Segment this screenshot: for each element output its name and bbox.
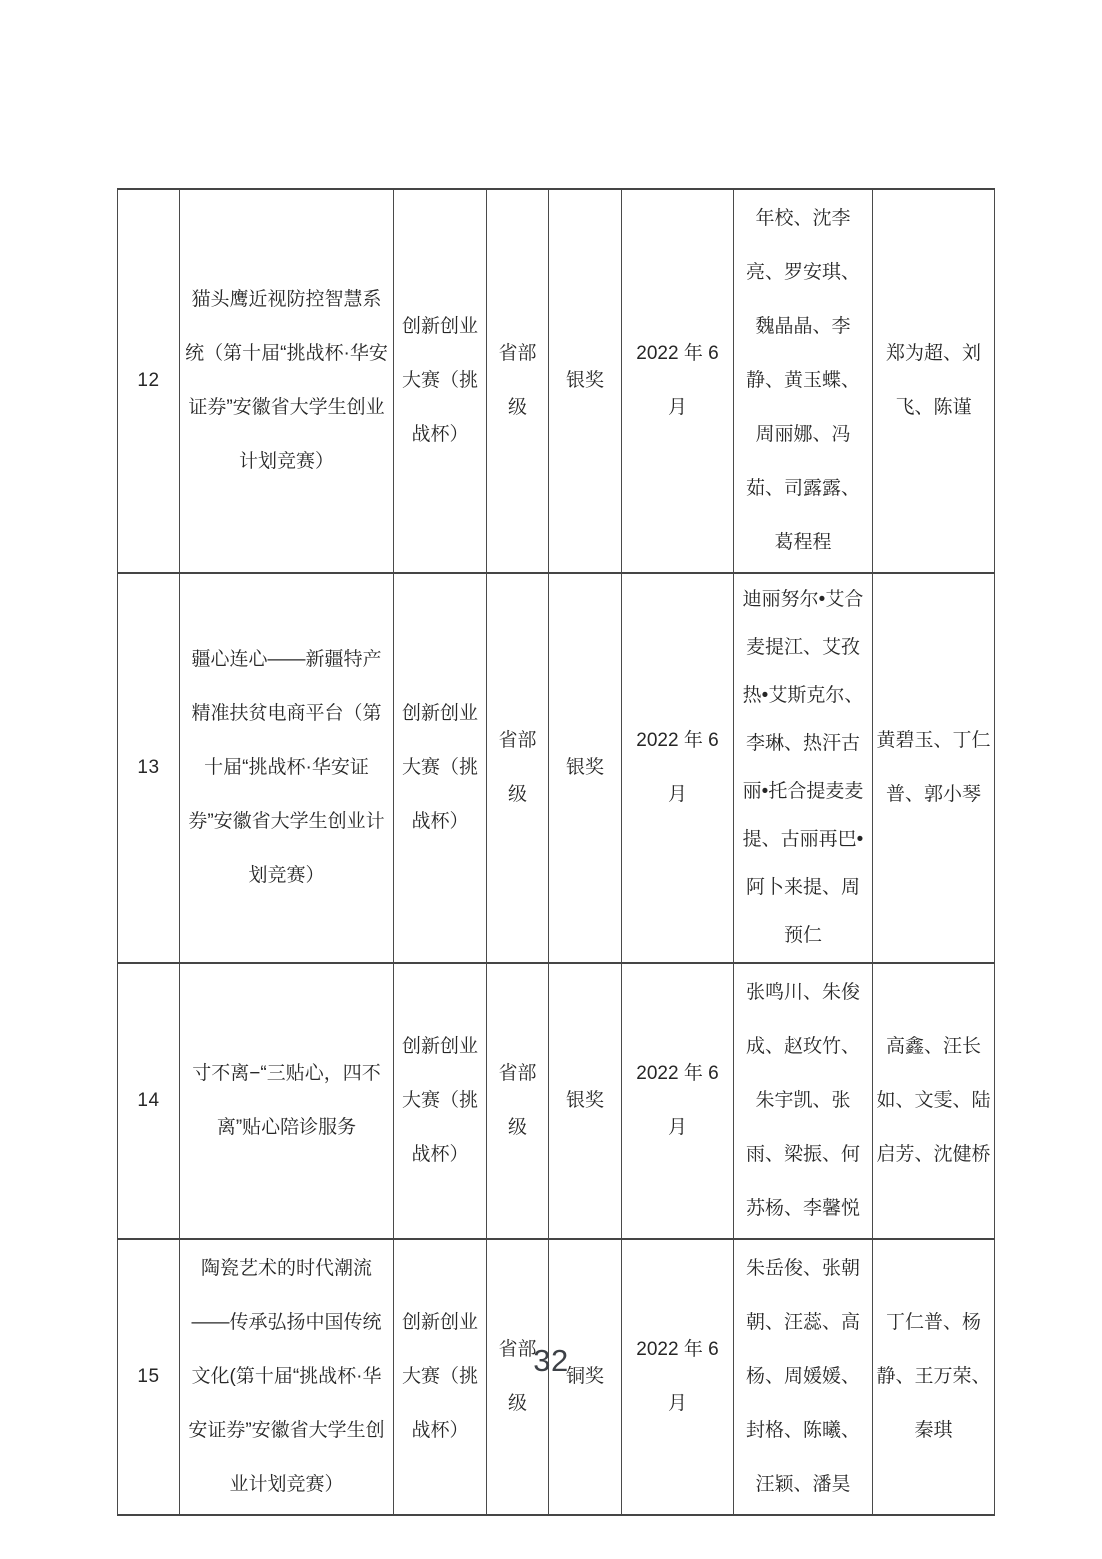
cell-advisors: 丁仁普、杨静、王万荣、秦琪	[873, 1239, 995, 1515]
cell-award-level: 省部级	[487, 573, 549, 963]
cell-project-name: 疆心连心——新疆特产精准扶贫电商平台（第十届“挑战杯·华安证券”安徽省大学生创业计划竞赛）	[180, 573, 394, 963]
table-row	[118, 189, 995, 573]
cell-advisors: 郑为超、刘飞、陈谨	[873, 189, 995, 573]
cell-award-grade: 银奖	[549, 963, 622, 1239]
cell-award-date: 2022 年 6 月	[622, 573, 734, 963]
cell-serial-number: 12	[118, 189, 180, 573]
cell-award-date: 2022 年 6 月	[622, 963, 734, 1239]
cell-project-name: 猫头鹰近视防控智慧系统（第十届“挑战杯·华安证券”安徽省大学生创业计划竞赛）	[180, 189, 394, 573]
cell-serial-number: 15	[118, 1239, 180, 1515]
cell-project-name: 寸不离−“三贴心，四不离”贴心陪诊服务	[180, 963, 394, 1239]
cell-serial-number: 13	[118, 573, 180, 963]
cell-advisors: 黄碧玉、丁仁普、郭小琴	[873, 573, 995, 963]
cell-team-members: 迪丽努尔•艾合麦提江、艾孜热•艾斯克尔、李琳、热汗古丽•托合提麦麦提、古丽再巴•阿卜来提、周预仁	[734, 573, 873, 963]
cell-project-name: 陶瓷艺术的时代潮流——传承弘扬中国传统文化(第十届“挑战杯·华安证券”安徽省大学生创业计划竞赛）	[180, 1239, 394, 1515]
cell-competition-name: 创新创业大赛（挑战杯）	[394, 189, 487, 573]
cell-award-level: 省部级	[487, 963, 549, 1239]
cell-team-members: 年校、沈李亮、罗安琪、魏晶晶、李静、黄玉蝶、周丽娜、冯茹、司露露、葛程程	[734, 189, 873, 573]
cell-competition-name: 创新创业大赛（挑战杯）	[394, 573, 487, 963]
cell-award-grade: 银奖	[549, 189, 622, 573]
cell-team-members: 朱岳俊、张朝朝、汪蕊、高杨、周媛媛、封格、陈曦、汪颖、潘昊	[734, 1239, 873, 1515]
cell-team-members: 张鸣川、朱俊成、赵玫竹、朱宇凯、张雨、梁振、何苏杨、李馨悦	[734, 963, 873, 1239]
table-row	[118, 963, 995, 1239]
cell-award-date: 2022 年 6 月	[622, 189, 734, 573]
page-number: 32	[533, 1343, 569, 1378]
cell-competition-name: 创新创业大赛（挑战杯）	[394, 1239, 487, 1515]
awards-table	[117, 188, 995, 1516]
cell-award-level: 省部级	[487, 189, 549, 573]
cell-advisors: 高鑫、汪长如、文雯、陆启芳、沈健桥	[873, 963, 995, 1239]
cell-competition-name: 创新创业大赛（挑战杯）	[394, 963, 487, 1239]
cell-award-grade: 银奖	[549, 573, 622, 963]
cell-serial-number: 14	[118, 963, 180, 1239]
table-row	[118, 573, 995, 963]
cell-award-grade: 铜奖	[549, 1239, 622, 1515]
cell-award-level: 省部级	[487, 1239, 549, 1515]
cell-award-date: 2022 年 6 月	[622, 1239, 734, 1515]
